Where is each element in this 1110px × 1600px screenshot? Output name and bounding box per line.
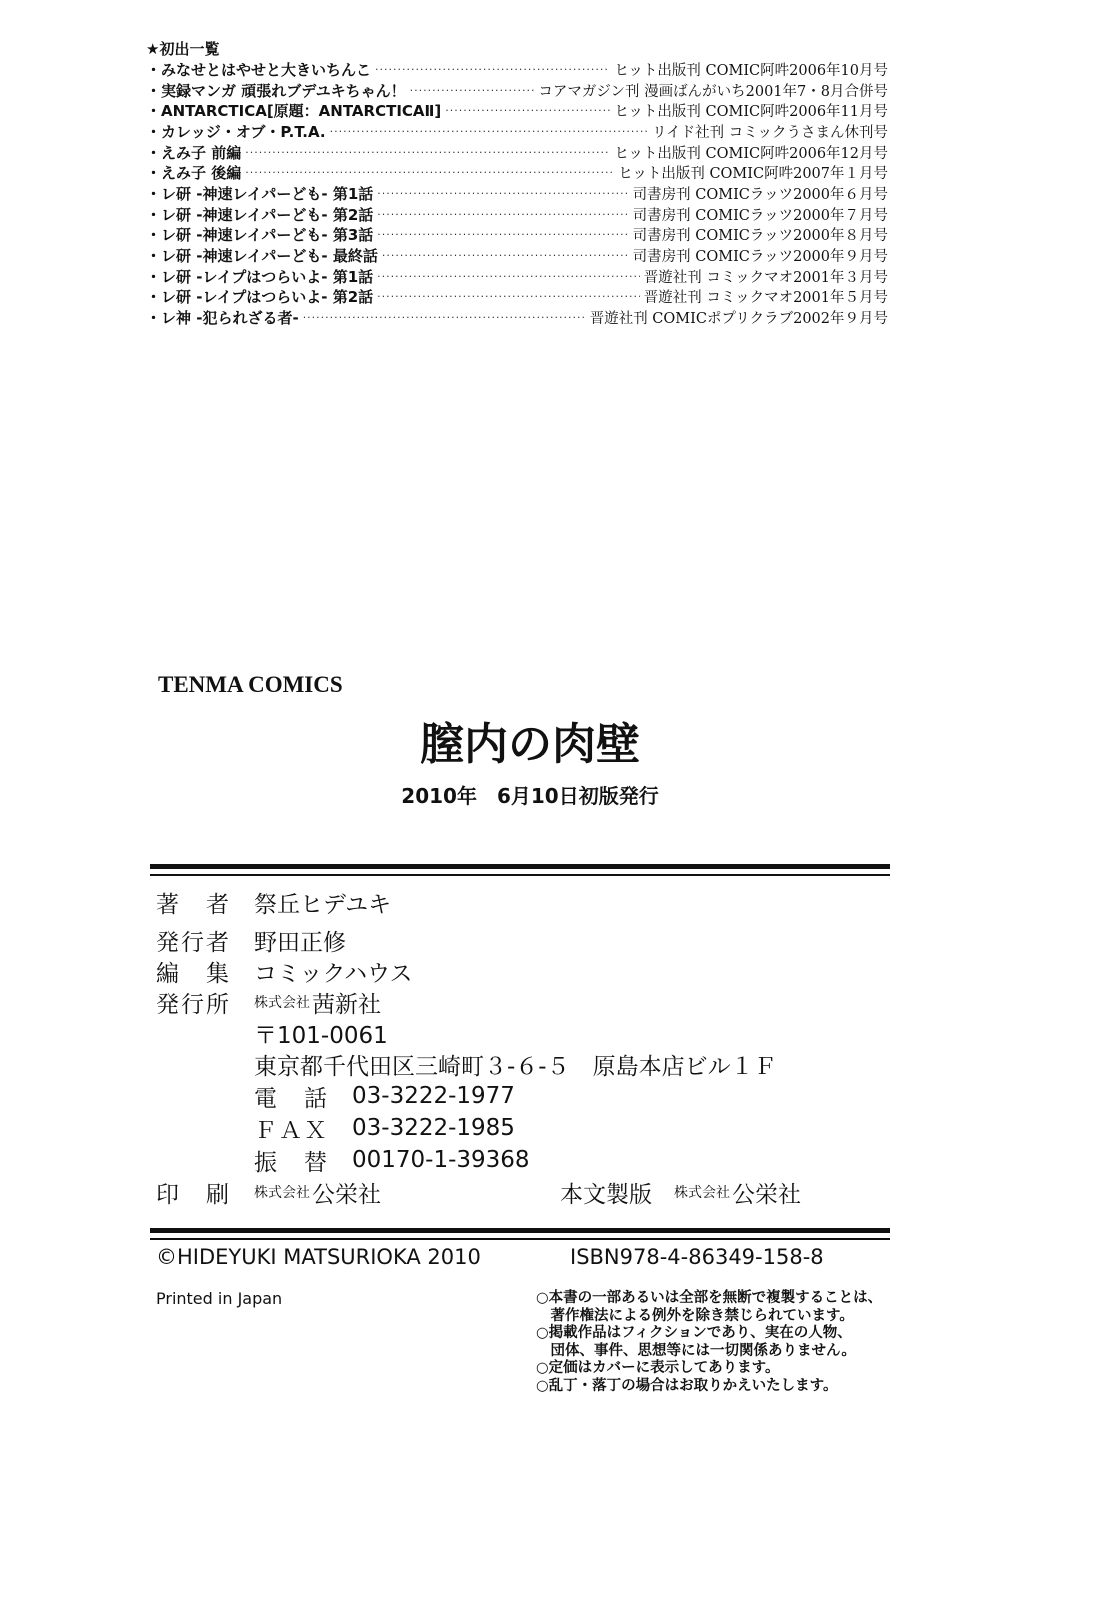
prefix: 株式会社 (254, 995, 310, 1011)
divider (150, 1228, 890, 1233)
item-source: 司書房刊 COMICラッツ2000年６月号 (632, 186, 888, 203)
address: 東京都千代田区三崎町３-６-５ 原島本店ビル１Ｆ (254, 1053, 777, 1080)
list-item (146, 121, 888, 142)
publish-date: 2010年 6月10日初版発行 (401, 784, 659, 808)
list-item (146, 266, 888, 287)
list-item (146, 183, 888, 204)
brand-label: TENMA COMICS (158, 672, 343, 697)
item-title: ・実録マンガ 頑張れブデユキちゃん！ (146, 81, 406, 100)
divider (150, 864, 890, 869)
tel-row (254, 1080, 515, 1112)
list-item (146, 162, 888, 183)
item-title: ・みなせとはやせと大きいちんこ (146, 60, 372, 79)
first-appearance-list (146, 38, 888, 328)
label: 電 話 (254, 1085, 329, 1112)
item-source: ヒット出版刊 COMIC阿吽2006年12月号 (614, 145, 888, 162)
item-source: ヒット出版刊 COMIC阿吽2006年11月号 (614, 104, 888, 121)
copyright: ©HIDEYUKI MATSURIOKA 2010 (156, 1245, 481, 1269)
book-title: 膣内の肉壁 (420, 719, 640, 770)
dot-leader (445, 104, 610, 117)
list-item (146, 142, 888, 163)
note-line: ○定価はカバーに表示してあります。 (536, 1360, 780, 1376)
list-item (146, 307, 888, 328)
dot-leader (303, 311, 586, 324)
label: 印 刷 (156, 1181, 231, 1208)
item-source: 晋遊社刊 コミックマオ2001年５月号 (643, 290, 888, 307)
author-row (156, 886, 391, 918)
value: 03-3222-1985 (352, 1115, 515, 1141)
divider (150, 1238, 890, 1240)
author: 祭丘ヒデユキ (254, 891, 392, 918)
fax-row (254, 1112, 515, 1144)
label: 発行所 (156, 991, 231, 1018)
list-item (146, 225, 888, 246)
dot-leader (410, 84, 535, 97)
list-item (146, 204, 888, 225)
value: 03-3222-1977 (352, 1083, 515, 1109)
publisher-person-row (156, 924, 346, 956)
typesetting-row (560, 1176, 801, 1208)
divider (150, 874, 890, 876)
list-item (146, 80, 888, 101)
prefix: 株式会社 (254, 1185, 310, 1201)
item-title: ・レ研 -レイプはつらいよ- 第1話 (146, 267, 374, 286)
item-source: 晋遊社刊 COMICポプリクラブ2002年９月号 (589, 311, 888, 328)
note-line: 著作権法による例外を除き禁じられています。 (536, 1307, 854, 1324)
transfer-row (254, 1144, 530, 1176)
item-source: 司書房刊 COMICラッツ2000年８月号 (632, 228, 888, 245)
label: 発行者 (156, 929, 231, 956)
item-title: ・レ神 -犯られざる者- (146, 309, 299, 328)
dot-leader (377, 290, 640, 303)
item-title: ・ANTARCTICA[原題：ANTARCTICAⅡ] (146, 102, 442, 121)
isbn: ISBN978-4-86349-158-8 (570, 1245, 824, 1269)
label: 本文製版 (560, 1181, 652, 1208)
value: 公栄社 (312, 1181, 381, 1208)
value: 野田正修 (254, 929, 346, 956)
item-title: ・カレッジ・オブ・P.T.A. (146, 122, 326, 141)
list-items (146, 59, 888, 328)
dot-leader (245, 146, 610, 159)
printed-in: Printed in Japan (156, 1289, 283, 1308)
item-title: ・えみ子 後編 (146, 164, 242, 183)
dot-leader (377, 187, 628, 200)
label: ＦＡＸ (254, 1117, 329, 1144)
label: 振 替 (254, 1149, 329, 1176)
value: 00170-1-39368 (352, 1147, 530, 1173)
note-line: ○掲載作品はフィクションであり、実在の人物、 (536, 1325, 852, 1341)
value: 茜新社 (312, 991, 381, 1018)
dot-leader (377, 270, 640, 283)
dot-leader (382, 249, 629, 262)
note-line: ○本書の一部あるいは全部を無断で複製することは、 (536, 1290, 883, 1306)
label: 著 者 (156, 891, 231, 918)
item-source: ヒット出版刊 COMIC阿吽2007年１月号 (618, 166, 888, 183)
dot-leader (375, 63, 610, 76)
item-source: 司書房刊 COMICラッツ2000年９月号 (632, 249, 888, 266)
dot-leader (245, 166, 614, 179)
item-title: ・レ研 -神速レイパーども- 第1話 (146, 184, 374, 203)
prefix: 株式会社 (674, 1185, 730, 1201)
item-source: リイド社刊 コミックうさまん休刊号 (652, 124, 888, 141)
note-line: 団体、事件、思想等には一切関係ありません。 (536, 1342, 856, 1359)
label: 編 集 (156, 960, 231, 987)
item-title: ・レ研 -神速レイパーども- 第2話 (146, 205, 374, 224)
list-item (146, 245, 888, 266)
printing-row (156, 1176, 381, 1208)
item-source: 司書房刊 COMICラッツ2000年７月号 (632, 207, 888, 224)
value: コミックハウス (254, 960, 413, 987)
dot-leader (377, 208, 628, 221)
note-line: ○乱丁・落丁の場合はお取りかえいたします。 (536, 1377, 838, 1394)
list-item (146, 59, 888, 80)
list-item (146, 287, 888, 308)
dot-leader (330, 125, 649, 138)
editor-row (156, 955, 412, 987)
dot-leader (377, 228, 628, 241)
item-source: ヒット出版刊 COMIC阿吽2006年10月号 (614, 62, 888, 79)
list-item (146, 100, 888, 121)
item-title: ・レ研 -神速レイパーども- 最終話 (146, 247, 378, 266)
item-source: コアマガジン刊 漫画ばんがいち2001年7・8月合併号 (538, 83, 888, 100)
value: 公栄社 (732, 1181, 801, 1208)
item-source: 晋遊社刊 コミックマオ2001年３月号 (643, 269, 888, 286)
item-title: ・レ研 -神速レイパーども- 第3話 (146, 226, 374, 245)
publisher-row (156, 986, 381, 1018)
postal-code: 〒101-0061 (254, 1022, 388, 1049)
list-heading: ★初出一覧 (146, 40, 220, 58)
item-title: ・えみ子 前編 (146, 143, 242, 162)
item-title: ・レ研 -レイプはつらいよ- 第2話 (146, 288, 374, 307)
legal-notes (536, 1290, 882, 1395)
